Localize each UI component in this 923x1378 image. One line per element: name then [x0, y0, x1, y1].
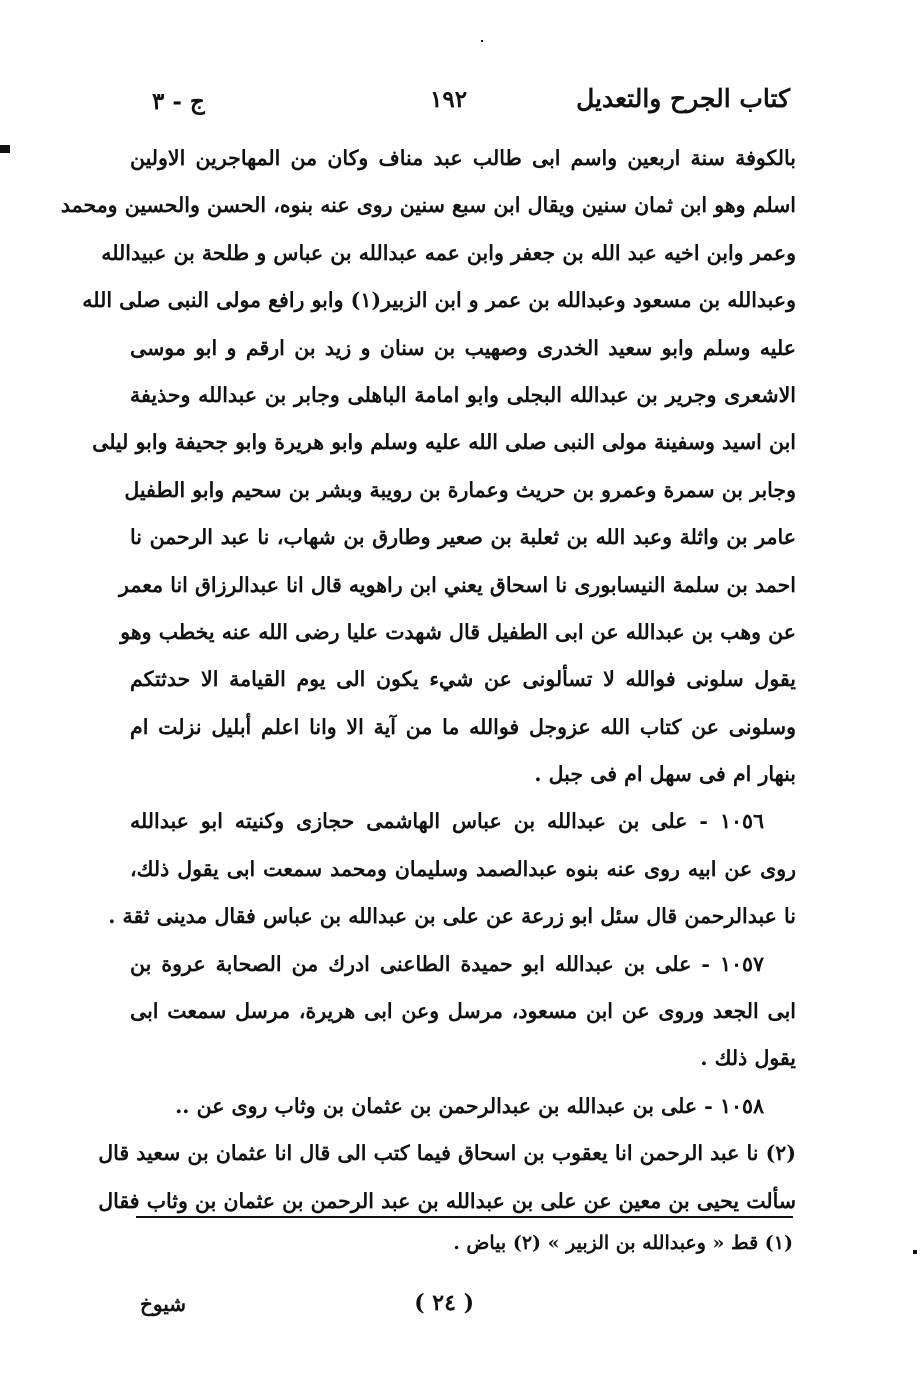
text-line: احمد بن سلمة النيسابورى نا اسحاق يعني ابن راهويه قال انا عبدالرزاق انا معمر	[119, 572, 796, 597]
page-footer	[130, 1290, 790, 1330]
margin-mark	[481, 40, 483, 42]
text-line: وعبدالله بن مسعود وعبدالله بن عمر و ابن الزبير(١) وابو رافع مولى النبى صلى الله	[82, 288, 796, 313]
text-line: عليه وسلم وابو سعيد الخدرى وصهيب بن سنان و زيد بن ارقم و ابو موسى	[130, 335, 796, 360]
entry-heading-1057: ١٠٥٧ - على بن عبدالله ابو حميدة الطاعنى ادرك من الصحابة عروة بن	[130, 951, 764, 976]
text-line: عامر بن واثلة وعبد الله بن ثعلبة بن صعير وطارق بن شهاب، نا عبد الرحمن نا	[130, 525, 796, 550]
margin-mark	[913, 1250, 917, 1254]
volume-label: ج - ٣	[152, 88, 205, 115]
footnote: (١) قط « وعبدالله بن الزبير » (٢) بياض .	[453, 1232, 793, 1254]
text-line: نا عبدالرحمن قال سئل ابو زرعة عن على بن عبدالله بن عباس فقال مدينى ثقة .	[108, 904, 796, 929]
signature-label: شيوخ	[140, 1292, 187, 1316]
footnote-divider	[136, 1216, 793, 1218]
page-number: ١٩٢	[430, 86, 468, 113]
text-line: سألت يحيى بن معين عن على بن عبدالله بن عبد الرحمن بن عثمان بن وثاب فقال	[98, 1188, 796, 1213]
text-line: عن وهب بن عبدالله عن ابى الطفيل قال شهدت عليا رضى الله عنه يخطب وهو	[120, 619, 796, 644]
text-line: ابن اسيد وسفينة مولى النبى صلى الله عليه وسلم وابو هريرة وابو جحيفة وابو ليلى	[92, 430, 796, 455]
text-line: بنهار ام فى سهل ام فى جبل .	[534, 762, 796, 787]
entry-heading-1056: ١٠٥٦ - على بن عبدالله بن عباس الهاشمى حجازى وكنيته ابو عبدالله	[130, 809, 764, 834]
main-text	[60, 135, 796, 1225]
text-line: بالكوفة سنة اربعين واسم ابى طالب عبد مناف وكان من المهاجرين الاولين	[130, 146, 796, 170]
text-line: وعمر وابن اخيه عبد الله بن جعفر وابن عمه عبدالله بن عباس و طلحة بن عبيدالله	[101, 240, 796, 265]
margin-mark	[0, 145, 10, 153]
text-line: يقول سلونى فوالله لا تسألونى عن شيء يكون الى يوم القيامة الا حدثتكم	[130, 667, 796, 692]
running-header	[130, 84, 790, 128]
text-line: وجابر بن سمرة وعمرو بن حريث وعمارة بن رويبة وبشر بن سحيم وابو الطفيل	[124, 477, 796, 502]
text-line: ابى الجعد وروى عن ابن مسعود، مرسل وعن ابى هريرة، مرسل سمعت ابى	[130, 999, 796, 1024]
text-line: يقول ذلك .	[700, 1046, 796, 1071]
text-line: (٢) نا عبد الرحمن انا يعقوب بن اسحاق فيما كتب الى قال انا عثمان بن سعيد قال	[98, 1141, 796, 1166]
text-line: اسلم وهو ابن ثمان سنين ويقال ابن سبع سنين روى عنه بنوه، الحسن والحسين ومحمد	[60, 193, 796, 218]
text-line: الاشعرى وجرير بن عبدالله البجلى وابو امامة الباهلى وجابر بن عبدالله وحذيفة	[130, 382, 796, 407]
text-line: روى عن ابيه روى عنه بنوه عبدالصمد وسليمان ومحمد سمعت ابى يقول ذلك،	[130, 856, 796, 881]
text-line: وسلونى عن كتاب الله عزوجل فوالله ما من آية الا وانا اعلم أبليل نزلت ام	[130, 714, 796, 739]
entry-heading-1058: ١٠٥٨ - على بن عبدالله بن عبدالرحمن بن عثمان بن وثاب روى عن ..	[175, 1093, 764, 1118]
signature-number: ( ٢٤ )	[414, 1290, 474, 1316]
book-title: كتاب الجرح والتعديل	[576, 84, 790, 113]
